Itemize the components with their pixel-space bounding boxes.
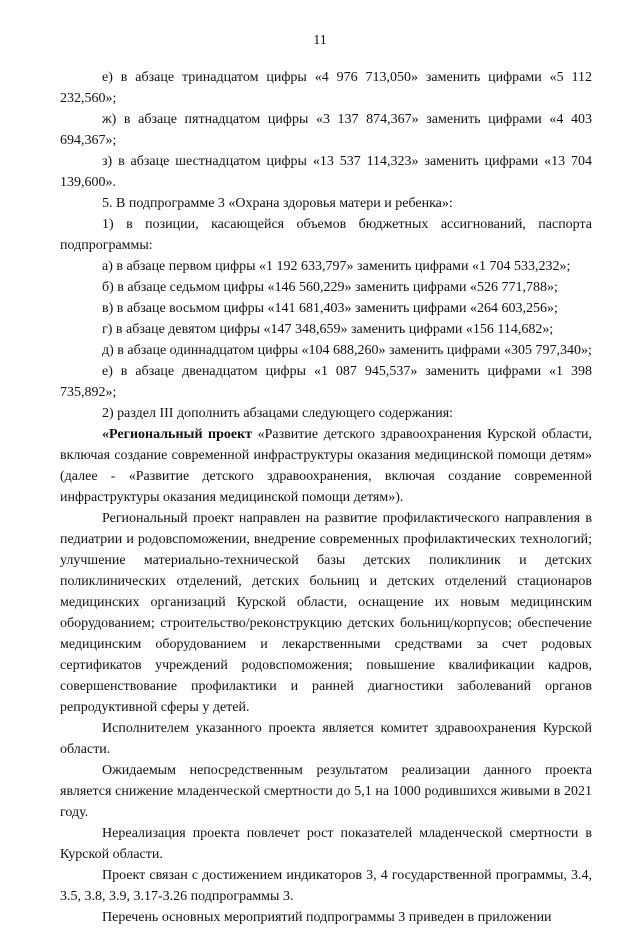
paragraph: е) в абзаце двенадцатом цифры «1 087 945,537» заменить цифрами «1 398 735,892»; xyxy=(60,364,592,400)
paragraph: б) в абзаце седьмом цифры «146 560,229» заменить цифрами «526 771,788»; xyxy=(102,280,558,295)
paragraph: з) в абзаце шестнадцатом цифры «13 537 114,323» заменить цифрами «13 704 139,600». xyxy=(60,154,592,190)
regional-project-text: «Развитие детского здравоохранения Курской области, включая создание современной инфраструктуры оказания медицинской помощи детям» (далее - «Развитие детского здравоохранения, включая создание современной инфраструктуры оказания медицинской помощи детям»). xyxy=(60,427,592,505)
paragraph: ж) в абзаце пятнадцатом цифры «3 137 874,367» заменить цифрами «4 403 694,367»; xyxy=(60,112,592,148)
paragraph: Ожидаемым непосредственным результатом реализации данного проекта является снижение младенческой смертности до 5,1 на 1000 родившихся живыми в 2021 году. xyxy=(60,763,592,820)
regional-project-lead: «Региональный проект xyxy=(102,427,253,442)
paragraph: Проект связан с достижением индикаторов 3, 4 государственной программы, 3.4, 3.5, 3.8, 3.9, 3.17-3.26 подпрограммы 3. xyxy=(60,868,592,904)
page-number: 11 xyxy=(313,33,327,48)
paragraph: 5. В подпрограмме 3 «Охрана здоровья матери и ребенка»: xyxy=(102,196,453,211)
paragraph: д) в абзаце одиннадцатом цифры «104 688,260» заменить цифрами «305 797,340»; xyxy=(102,343,592,358)
paragraph: Нереализация проекта повлечет рост показателей младенческой смертности в Курской области. xyxy=(60,826,592,862)
paragraph: Региональный проект направлен на развитие профилактического направления в педиатрии и родовспоможении, внедрение современных профилактических технологий; улучшение материально-технической базы детских поликлиник и детских поликлинических отделений, детских больниц и детских отделений стационаров медицинских организаций Курской области, оснащение их новым медицинским оборудованием; строительство/реконструкцию детских больниц/корпусов; обеспечение медицинским оборудованием и лекарственными средствами за счет родовых сертификатов учреждений родовспоможения; повышение квалификации кадров, совершенствование профилактики и ранней диагностики заболеваний органов репродуктивной сферы у детей. xyxy=(60,511,592,715)
paragraph: 1) в позиции, касающейся объемов бюджетных ассигнований, паспорта подпрограммы: xyxy=(60,217,592,253)
paragraph: Перечень основных мероприятий подпрограммы 3 приведен в приложении xyxy=(102,910,552,925)
paragraph: а) в абзаце первом цифры «1 192 633,797» заменить цифрами «1 704 533,232»; xyxy=(102,259,571,274)
paragraph: в) в абзаце восьмом цифры «141 681,403» заменить цифрами «264 603,256»; xyxy=(102,301,558,316)
paragraph: е) в абзаце тринадцатом цифры «4 976 713,050» заменить цифрами «5 112 232,560»; xyxy=(60,70,592,106)
paragraph: 2) раздел III дополнить абзацами следующего содержания: xyxy=(102,406,454,421)
paragraph: Исполнителем указанного проекта является комитет здравоохранения Курской области. xyxy=(60,721,592,757)
paragraph: г) в абзаце девятом цифры «147 348,659» заменить цифрами «156 114,682»; xyxy=(102,322,554,337)
regional-project-paragraph xyxy=(60,424,592,508)
document-body xyxy=(60,67,592,928)
